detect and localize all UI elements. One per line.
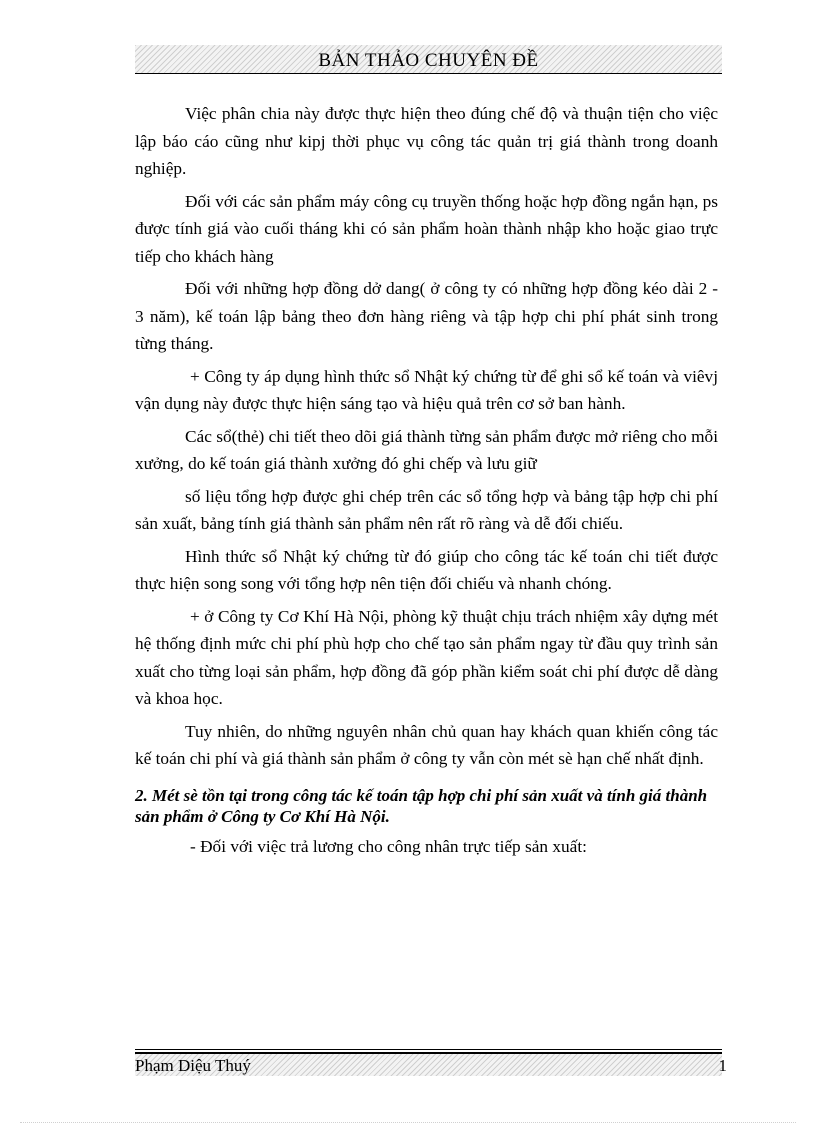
paragraph-4: + Công ty áp dụng hình thức sổ Nhật ký chứng từ để ghi sổ kế toán và viêvj vận dụng này được thực hiện sáng tạo và hiệu quả trên cơ sở ban hành. [135,366,718,413]
section-heading: 2. Mét sè tồn tại trong công tác kế toán tập hợp chi phí sản xuất và tính giá thành sản phẩm ở Công ty Cơ Khí Hà Nội. [135,785,708,826]
footer-author: Phạm Diệu Thuý [135,1056,251,1075]
paragraph-9: Tuy nhiên, do những nguyên nhân chủ quan hay khách quan khiến công tác kế toán chi phí và giá thành sản phẩm ở công ty vẫn còn mét sè hạn chế nhất định. [135,721,718,768]
document-body [135,100,718,860]
sub-item: - Đối với việc trả lương cho công nhân trực tiếp sản xuất: [190,836,587,856]
page-header [135,45,722,73]
paragraph-3: Đối với những hợp đồng dở dang( ở công ty có những hợp đồng kéo dài 2 - 3 năm), kế toán lập bảng theo đơn hàng riêng và tập hợp chi phí phát sinh trong từng tháng. [135,279,718,353]
paragraph-6: số liệu tổng hợp được ghi chép trên các sổ tổng hợp và bảng tập hợp chi phí sản xuất, bảng tính giá thành sản phẩm nên rất rõ ràng và dễ đối chiếu. [135,486,718,533]
page-number: 1 [718,1056,727,1075]
paragraph-7: Hình thức sổ Nhật ký chứng từ đó giúp cho công tác kế toán chi tiết được thực hiện song song với tổng hợp nên tiện đối chiếu và nhanh chóng. [135,546,718,593]
header-title: BẢN THẢO CHUYÊN ĐỀ [318,50,539,71]
paragraph-5: Các sổ(thẻ) chi tiết theo dõi giá thành từng sản phẩm được mở riêng cho mỗi xưởng, do kế toán giá thành xưởng đó ghi chếp và lưu giữ [135,426,718,473]
paragraph-2: Đối với các sản phẩm máy công cụ truyền thống hoặc hợp đồng ngắn hạn, ps được tính giá vào cuối tháng khi có sản phẩm hoàn thành nhập kho hoặc giao trực tiếp cho khách hàng [135,191,718,266]
footer-rule [135,1049,722,1050]
header-rule [135,73,722,74]
paragraph-1: Việc phân chia này được thực hiện theo đúng chế độ và thuận tiện cho việc lập báo cáo cũng như kipj thời phục vụ công tác quản trị giá thành trong doanh nghiệp. [135,104,718,178]
paragraph-8: + ở Công ty Cơ Khí Hà Nội, phòng kỹ thuật chịu trách nhiệm xây dựng mét hệ thống định mức chi phí phù hợp cho chế tạo sản phẩm ngay từ đầu quy trình sản xuất cho từng loại sản phẩm, hợp đồng đã góp phần kiểm soát chi phí được dễ dàng và khoa học. [135,606,718,708]
page-footer [135,1054,727,1076]
